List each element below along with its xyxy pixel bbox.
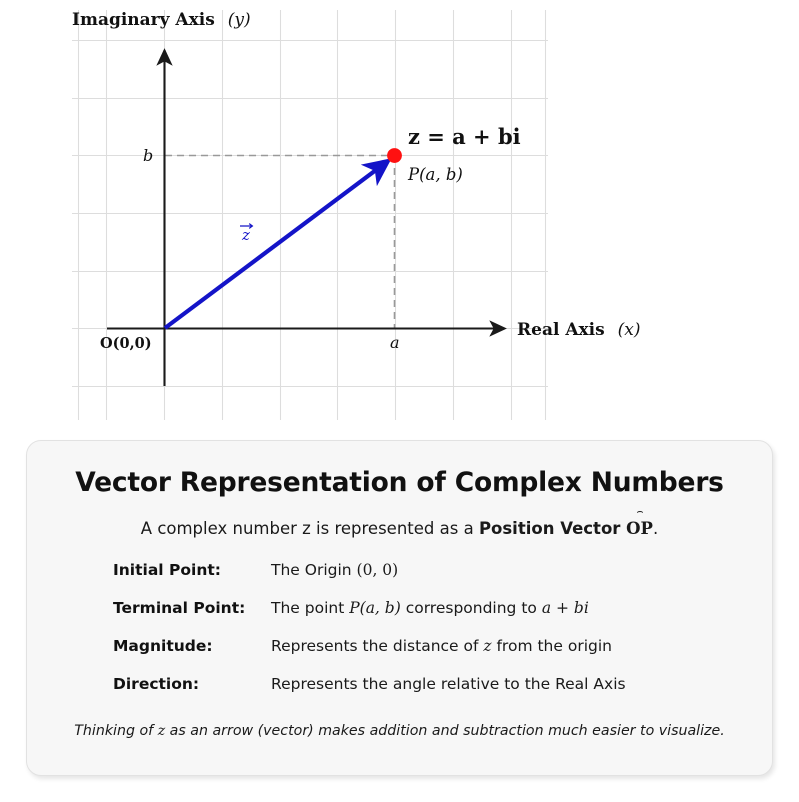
info-card [26,440,773,776]
definition-desc-math-2: a + bi [541,599,589,617]
vector-z-label: z [242,226,250,244]
card-footer-pre: Thinking of [74,723,158,739]
point-name-label: P(a, b) [408,165,463,184]
grid-lines [72,10,548,420]
definition-description [271,599,589,617]
definition-term: Magnitude: [113,637,213,655]
definition-desc-pre: The point [271,599,350,617]
card-footer-note [27,723,772,739]
definition-description [271,675,626,693]
y-axis-label-main: Imaginary Axis [72,10,215,30]
card-subtitle-lead: A complex number z is represented as a [140,519,479,538]
y-axis-label [72,10,251,30]
point-equation-label: z = a + bi [408,124,521,149]
definition-desc-pre: Represents the angle relative to the Real Axis [271,675,626,693]
definition-row [113,637,733,675]
definition-rows [113,561,733,713]
x-axis-label-main: Real Axis [517,320,605,340]
card-subtitle-bold: Position Vector [478,519,627,538]
definition-desc-math: P(a, b) [349,599,401,617]
vector-z-label-group [240,224,252,244]
definition-row [113,599,733,637]
card-footer-math: z [157,723,166,739]
card-subtitle [27,519,772,538]
vector-z-arrow [165,161,388,328]
definition-desc-pre: Represents the distance of [271,637,484,655]
definition-description [271,561,398,579]
y-axis-label-var: (y) [227,10,251,30]
origin-label: O(0,0) [100,335,152,352]
point-p-dot [387,148,402,163]
definition-row [113,675,733,713]
axis-lines [107,50,505,386]
definition-desc-post: from the origin [491,637,612,655]
definition-row [113,561,733,599]
card-subtitle-trail: . [652,519,659,538]
definition-description [271,637,612,655]
y-tick-label-b: b [143,146,154,165]
definition-desc-pre: The Origin [271,561,357,579]
x-axis-label-var: (x) [617,320,641,340]
definition-desc-post: corresponding to [400,599,542,617]
definition-desc-math: z [483,637,492,655]
definition-term: Terminal Point: [113,599,246,617]
definition-desc-math: (0, 0) [356,561,399,579]
definition-term: Direction: [113,675,200,693]
card-footer-post: as an arrow (vector) makes addition and subtraction much easier to visualize. [165,723,725,739]
definition-term: Initial Point: [113,561,221,579]
x-tick-label-a: a [390,333,400,352]
card-title: Vector Representation of Complex Numbers [75,467,724,498]
x-axis-label [517,320,640,340]
card-subtitle-vector-name: OP ⌣ [626,519,653,538]
